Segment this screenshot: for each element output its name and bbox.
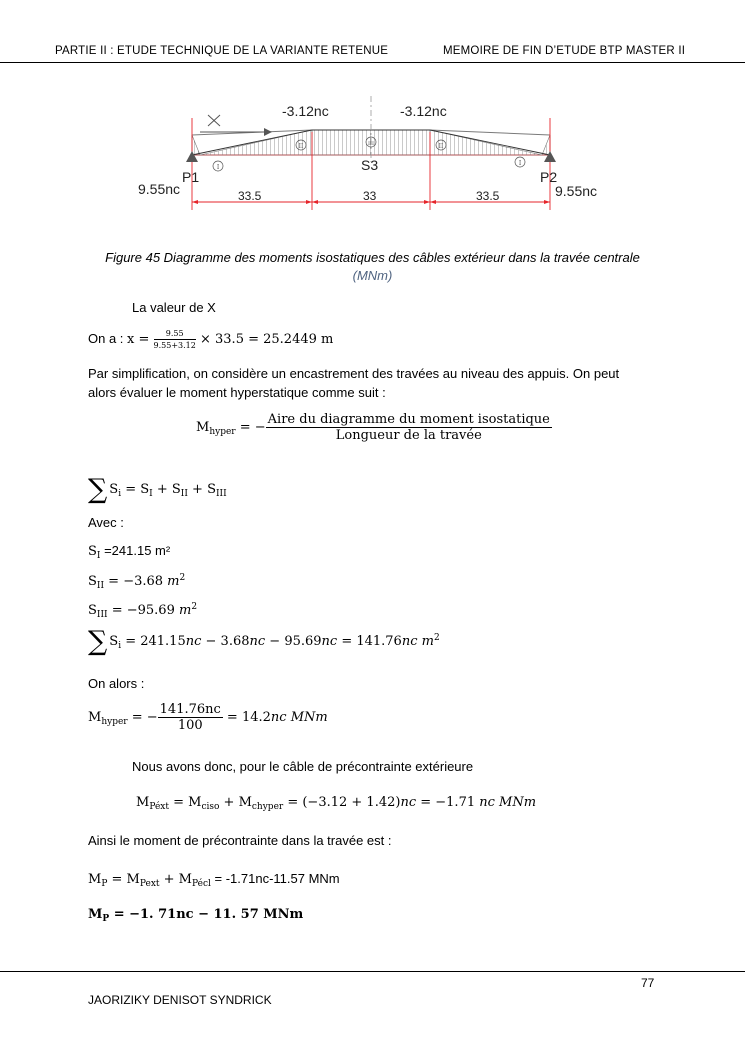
s2-unit: m: [167, 574, 180, 589]
s3-sub: III: [96, 610, 108, 620]
avec-label: Avec :: [88, 515, 124, 530]
mhyper-fraction: [266, 412, 552, 443]
mp-plus: + M: [159, 872, 192, 887]
sum-formula: [88, 474, 227, 505]
sum-sub-III: III: [216, 489, 227, 499]
mp-sub: P: [101, 879, 108, 889]
simplification-line2: alors évaluer le moment hyperstatique comme suit :: [88, 385, 386, 400]
on-alors-label: On alors :: [88, 676, 145, 691]
s2-exp: 2: [179, 573, 186, 583]
footer-rule: [0, 971, 745, 972]
mp-sub2: Pext: [139, 879, 160, 889]
span-left: 33.5: [238, 189, 262, 203]
mp-rhs: = -1.71nc-11.57 MNm: [210, 871, 340, 886]
span-right: 33.5: [476, 189, 500, 203]
s2-value: = −3.68: [104, 574, 168, 589]
mpext-plus: + M: [219, 795, 252, 810]
mpext-formula: [136, 795, 536, 812]
mh2-label: M: [88, 710, 102, 725]
region-marker-I-right: I: [518, 160, 522, 167]
sum2-sub-i: i: [118, 641, 122, 651]
s3-value: = −95.69: [107, 603, 179, 618]
sum-s: S: [109, 482, 119, 497]
sum2-s: S: [109, 634, 119, 649]
region-marker-I-left: I: [216, 164, 220, 171]
s3-line: [88, 602, 197, 620]
label-top-right: -3.12nc: [400, 103, 447, 119]
header-left: PARTIE II : ETUDE TECHNIQUE DE LA VARIANTE RETENUE: [55, 45, 389, 57]
x-formula-prefix: On a :: [88, 330, 128, 346]
figure-caption-line1: Figure 45 Diagramme des moments isostatiques des câbles extérieur dans la travée centrale: [105, 250, 640, 265]
s2-sub: II: [96, 581, 105, 591]
nous-avons: Nous avons donc, pour le câble de précontrainte extérieure: [132, 759, 474, 774]
sum2-part4: = 141.76: [337, 634, 402, 649]
s2-label: S: [88, 574, 97, 589]
mp-final-label: M: [88, 907, 103, 922]
page-number: 77: [641, 976, 655, 990]
mp-eq: = M: [107, 872, 140, 887]
sum-symbol: ∑: [88, 474, 108, 505]
mp-final-value: = −1. 71nc − 11. 57 MNm: [109, 907, 304, 922]
mpext-nc: nc: [400, 795, 417, 810]
sum2-nc4: nc m: [401, 634, 434, 649]
sum-sub-i: i: [118, 489, 122, 499]
label-s3: S3: [361, 157, 379, 173]
label-left-value: 9.55nc: [138, 181, 181, 197]
s1-value: =241.15 m²: [100, 543, 171, 558]
s3-unit: m: [178, 603, 192, 618]
s3-label: S: [88, 603, 97, 618]
mp-sub3: Pécl: [191, 879, 211, 889]
mpext-label: M: [136, 795, 150, 810]
sum2-nc3: nc: [321, 634, 338, 649]
mhyper-formula: [196, 412, 552, 443]
mhyper-sub: hyper: [209, 427, 236, 437]
mhyper-num: Aire du diagramme du moment isostatique: [267, 412, 550, 427]
s1-line: [88, 543, 170, 561]
mh2-unit: nc MNm: [270, 710, 328, 725]
header-rule: [0, 62, 745, 63]
sum-result: [88, 626, 440, 657]
s1-label: S: [88, 544, 97, 559]
mhyper-den: Longueur de la travée: [335, 428, 482, 443]
x-formula-rhs: × 33.5 = 25.2449 m: [195, 331, 334, 347]
s1-sub: I: [96, 551, 101, 561]
mpext-sub: Péxt: [149, 802, 169, 812]
sum-plus2: + S: [187, 482, 216, 497]
mpext-sub2: ciso: [201, 802, 220, 812]
x-fraction-num: 9.55: [154, 328, 196, 340]
region-marker-II-right: II: [438, 143, 444, 150]
mh2-fraction: [158, 702, 223, 733]
mh2-sub: hyper: [101, 717, 128, 727]
mp-final: [88, 907, 303, 924]
moment-diagram: [130, 90, 610, 215]
region-marker-III: III: [368, 141, 374, 147]
mpext-rhs2: = −1.71: [416, 795, 480, 810]
label-top-left: -3.12nc: [282, 103, 329, 119]
sum2-nc2: nc: [249, 634, 266, 649]
label-p1: P1: [182, 169, 200, 185]
region-I-right: [542, 135, 550, 155]
figure-caption-line2: (MNm): [352, 268, 393, 283]
mpext-unit: nc MNm: [479, 795, 537, 810]
x-intro: La valeur de X: [132, 300, 216, 315]
label-right-value: 9.55nc: [555, 183, 598, 199]
sum2-nc1: nc: [185, 634, 202, 649]
sum2-part3: − 95.69: [265, 634, 322, 649]
s2-line: [88, 573, 185, 591]
header-right: MEMOIRE DE FIN D’ETUDE BTP MASTER II: [443, 45, 686, 57]
simplification-line1: Par simplification, on considère un encastrement des travées au niveau des appuis. On peut: [88, 366, 620, 381]
s3-exp: 2: [191, 602, 198, 612]
region-marker-II-left: II: [298, 143, 304, 150]
sum-plus1: + S: [152, 482, 181, 497]
x-fraction-den: 9.55+3.12: [153, 341, 196, 350]
sum-sub-II: II: [180, 489, 188, 499]
mhyper-numeric: [88, 702, 328, 733]
label-p2: P2: [540, 169, 558, 185]
x-formula: [88, 328, 333, 351]
sum2-exp: 2: [433, 633, 440, 643]
footer-author: JAORIZIKY DENISOT SYNDRICK: [88, 993, 272, 1007]
mhyper-label: M: [196, 420, 210, 435]
mpext-sub3: chyper: [251, 802, 284, 812]
mp-formula: [88, 871, 340, 889]
x-fraction: [154, 328, 196, 351]
mpext-eq: = M: [168, 795, 202, 810]
mp-label: M: [88, 872, 102, 887]
mh2-eq: = −: [127, 710, 158, 725]
mp-final-sub: P: [102, 914, 110, 924]
span-mid: 33: [363, 189, 377, 203]
sum2-part1: = 241.15: [121, 634, 186, 649]
sum2-symbol: ∑: [88, 626, 108, 657]
mh2-den: 100: [177, 718, 203, 733]
mhyper-eq: = −: [235, 420, 266, 435]
ainsi-line: Ainsi le moment de précontrainte dans la travée est :: [88, 833, 392, 848]
mh2-num: 141.76nc: [159, 702, 221, 717]
mpext-rhs: = (−3.12 + 1.42): [283, 795, 401, 810]
region-I-left: [192, 135, 200, 155]
x-formula-lhs: x =: [127, 331, 154, 347]
sum2-part2: − 3.68: [201, 634, 250, 649]
sum-eq: = S: [121, 482, 150, 497]
sum-sub-I: I: [149, 489, 153, 499]
mh2-rhs: = 14.2: [222, 710, 271, 725]
